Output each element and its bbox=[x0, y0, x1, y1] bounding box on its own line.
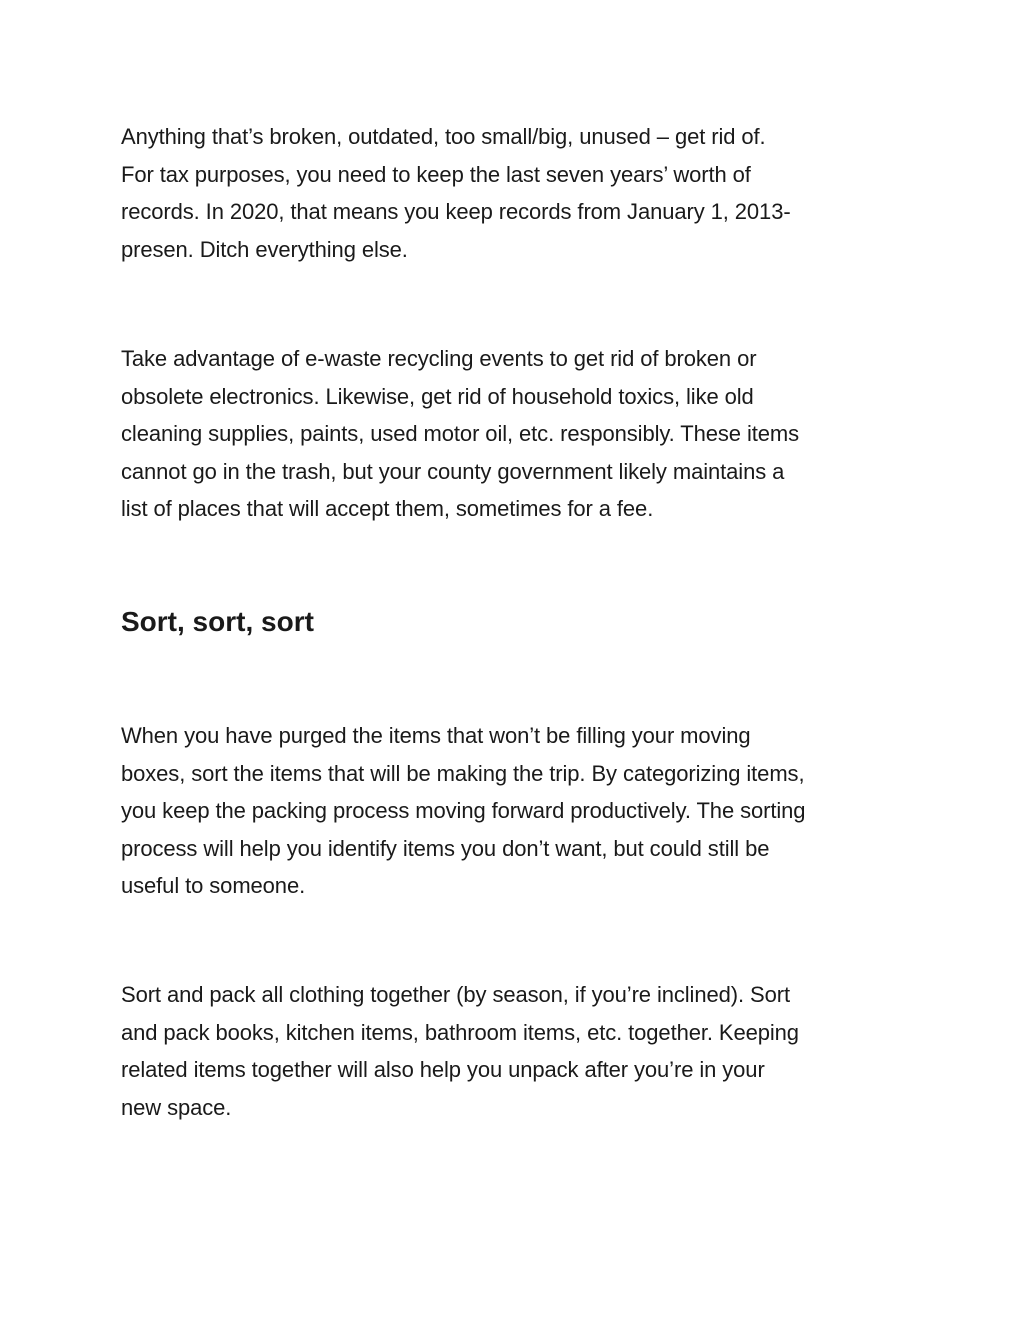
text-line: Take advantage of e-waste recycling events to get rid of broken or bbox=[121, 346, 757, 371]
paragraph-ewaste bbox=[121, 340, 911, 528]
text-line: boxes, sort the items that will be making the trip. By categorizing items, bbox=[121, 760, 805, 786]
text-line: useful to someone. bbox=[121, 873, 306, 898]
text-line: related items together will also help you unpack after you’re in your bbox=[121, 1057, 765, 1082]
text-line: When you have purged the items that won’t be filling your moving bbox=[121, 723, 751, 748]
paragraph-pack-together bbox=[121, 976, 911, 1126]
text-line: list of places that will accept them, sometimes for a fee. bbox=[121, 496, 654, 521]
section-heading: Sort, sort, sort bbox=[121, 606, 314, 637]
text-line: presen. Ditch everything else. bbox=[121, 236, 408, 262]
text-line: cleaning supplies, paints, used motor oil, etc. responsibly. These items bbox=[121, 421, 800, 446]
text-line: and pack books, kitchen items, bathroom items, etc. together. Keeping bbox=[121, 1019, 799, 1045]
text-line: cannot go in the trash, but your county government likely maintains a bbox=[121, 458, 785, 484]
text-line: new space. bbox=[121, 1094, 232, 1120]
text-line: you keep the packing process moving forward productively. The sorting bbox=[121, 798, 806, 823]
text-line: records. In 2020, that means you keep records from January 1, 2013- bbox=[121, 199, 791, 224]
text-line: For tax purposes, you need to keep the last seven years’ worth of bbox=[121, 161, 751, 187]
paragraph-purge-items bbox=[121, 118, 911, 268]
text-line: Anything that’s broken, outdated, too small/big, unused – get rid of. bbox=[121, 124, 766, 149]
text-line: Sort and pack all clothing together (by season, if you’re inclined). Sort bbox=[121, 982, 790, 1007]
paragraph-sorting bbox=[121, 717, 911, 905]
text-line: obsolete electronics. Likewise, get rid of household toxics, like old bbox=[121, 383, 754, 409]
text-line: process will help you identify items you don’t want, but could still be bbox=[121, 835, 770, 861]
